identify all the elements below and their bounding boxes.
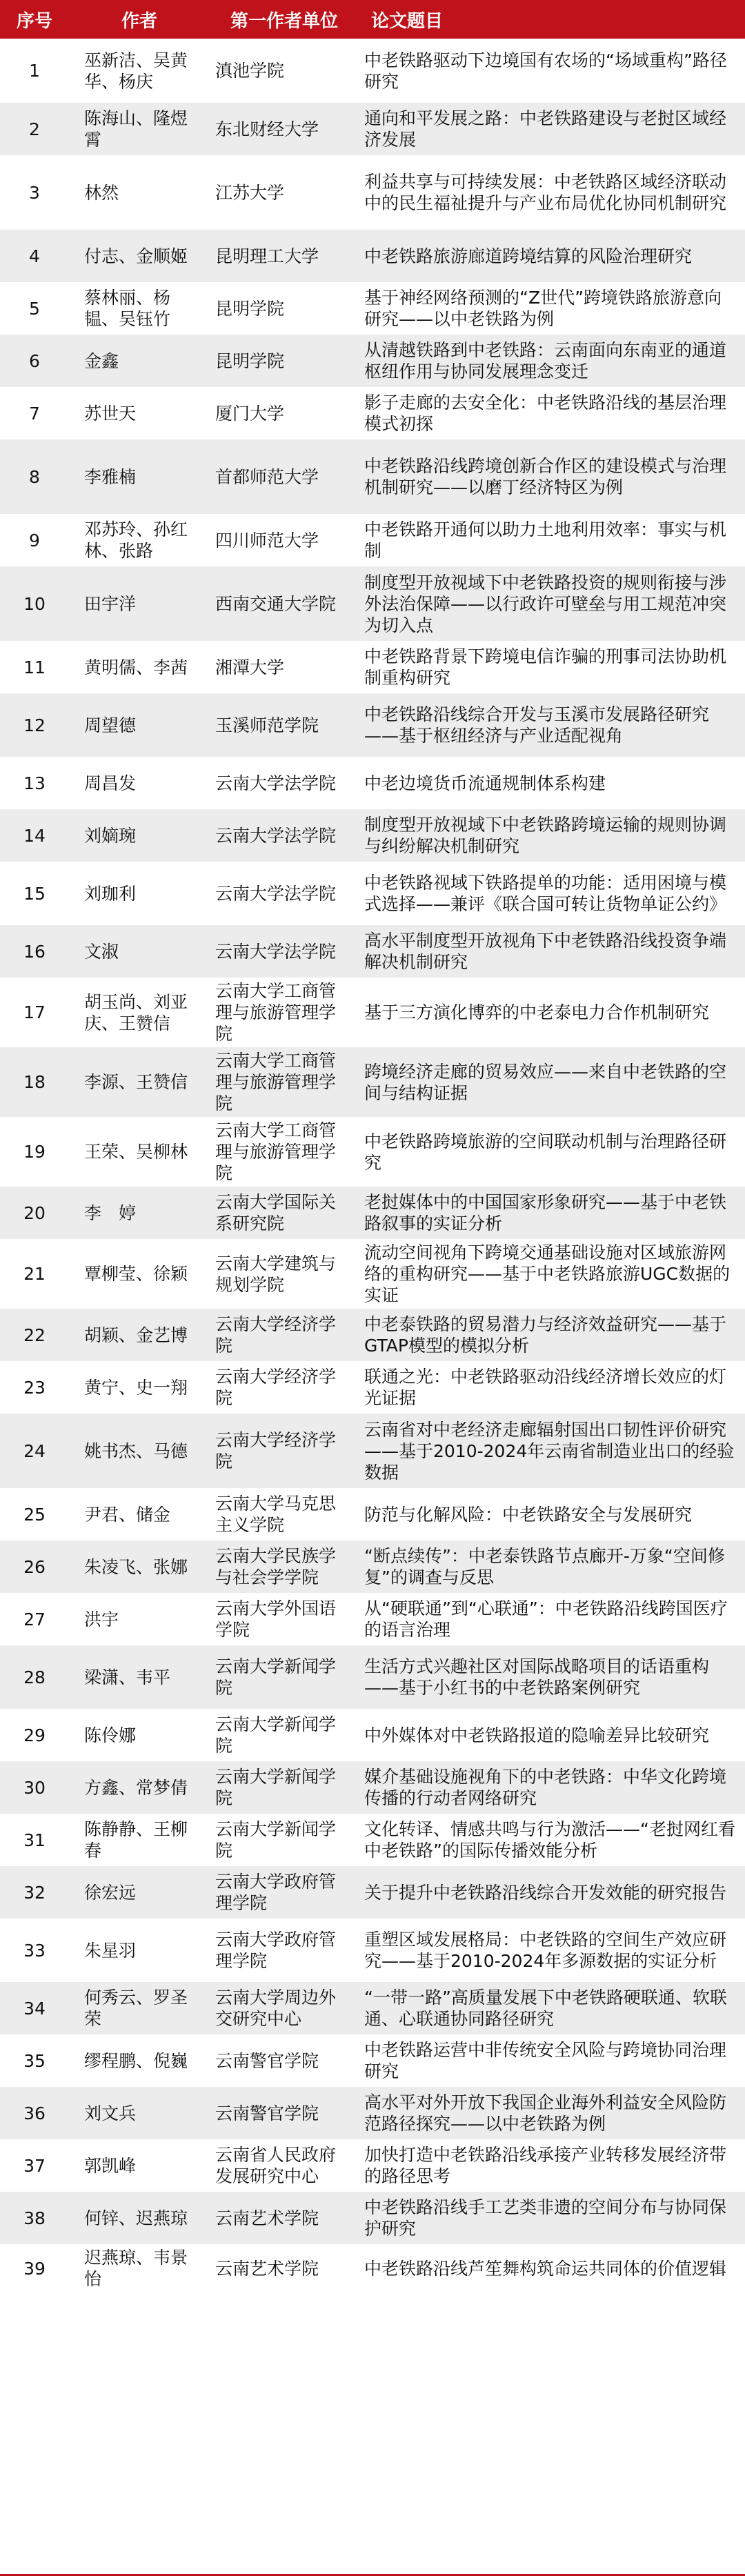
cell-title: 中老铁路视域下铁路提单的功能：适用困境与模式选择——兼评《联合国可转让货物单证公约》 [359, 862, 745, 925]
table-row [0, 514, 745, 566]
cell-title: 云南省对中老经济走廊辐射国出口韧性评价研究——基于2010-2024年云南省制造业出口的经验数据 [359, 1414, 745, 1488]
cell-title: 老挝媒体中的中国国家形象研究——基于中老铁路叙事的实证分析 [359, 1187, 745, 1239]
cell-unit: 云南大学新闻学院 [210, 1645, 359, 1709]
cell-num: 25 [0, 1488, 69, 1540]
cell-author: 刘嫡琬 [69, 809, 210, 862]
cell-num: 4 [0, 230, 69, 282]
cell-unit: 湘潭大学 [210, 641, 359, 693]
table-row [0, 230, 745, 282]
cell-author: 何秀云、罗圣荣 [69, 1982, 210, 2034]
table-row [0, 2034, 745, 2087]
table-row [0, 39, 745, 103]
cell-unit: 云南大学建筑与规划学院 [210, 1239, 359, 1309]
cell-author: 文淑 [69, 925, 210, 978]
cell-num: 23 [0, 1361, 69, 1414]
cell-unit: 云南大学国际关系研究院 [210, 1187, 359, 1239]
table-row [0, 1982, 745, 2034]
table-row [0, 566, 745, 641]
cell-num: 29 [0, 1709, 69, 1761]
cell-num: 35 [0, 2034, 69, 2087]
cell-title: 文化转译、情感共鸣与行为激活——“老挝网红看中老铁路”的国际传播效能分析 [359, 1814, 745, 1866]
table-row [0, 2087, 745, 2139]
cell-num: 22 [0, 1309, 69, 1361]
cell-author: 林然 [69, 155, 210, 230]
header-author: 作者 [69, 0, 210, 39]
table-row [0, 1866, 745, 1919]
table-body [0, 39, 745, 2292]
header-title: 论文题目 [359, 0, 745, 39]
header-row [0, 0, 745, 39]
cell-author: 陈静静、王柳春 [69, 1814, 210, 1866]
cell-unit: 云南大学民族学与社会学学院 [210, 1540, 359, 1593]
cell-unit: 厦门大学 [210, 387, 359, 439]
table-row [0, 2244, 745, 2292]
cell-num: 28 [0, 1645, 69, 1709]
cell-num: 39 [0, 2244, 69, 2292]
table-row [0, 1361, 745, 1414]
cell-num: 16 [0, 925, 69, 978]
cell-num: 9 [0, 514, 69, 566]
cell-title: 制度型开放视域下中老铁路投资的规则衔接与涉外法治保障——以行政许可壁垒与用工规范冲突为切入点 [359, 566, 745, 641]
cell-title: 关于提升中老铁路沿线综合开发效能的研究报告 [359, 1866, 745, 1919]
cell-num: 11 [0, 641, 69, 693]
cell-author: 徐宏远 [69, 1866, 210, 1919]
cell-author: 田宇洋 [69, 566, 210, 641]
cell-title: 防范与化解风险：中老铁路安全与发展研究 [359, 1488, 745, 1540]
cell-num: 6 [0, 335, 69, 387]
header-unit: 第一作者单位 [210, 0, 359, 39]
cell-title: “断点续传”：中老泰铁路节点廊开-万象“空间修复”的调查与反思 [359, 1540, 745, 1593]
cell-author: 胡玉尚、刘亚庆、王赞信 [69, 978, 210, 1047]
table-row [0, 1814, 745, 1866]
cell-title: 中老泰铁路的贸易潜力与经济效益研究——基于GTAP模型的模拟分析 [359, 1309, 745, 1361]
cell-num: 32 [0, 1866, 69, 1919]
cell-unit: 云南大学马克思主义学院 [210, 1488, 359, 1540]
cell-author: 郭凯峰 [69, 2139, 210, 2192]
cell-author: 胡颖、金艺博 [69, 1309, 210, 1361]
cell-title: 影子走廊的去安全化：中老铁路沿线的基层治理模式初探 [359, 387, 745, 439]
cell-author: 刘文兵 [69, 2087, 210, 2139]
cell-unit: 云南警官学院 [210, 2034, 359, 2087]
cell-author: 梁潇、韦平 [69, 1645, 210, 1709]
cell-num: 34 [0, 1982, 69, 2034]
cell-num: 20 [0, 1187, 69, 1239]
cell-unit: 云南大学外国语学院 [210, 1593, 359, 1645]
cell-title: 生活方式兴趣社区对国际战略项目的话语重构——基于小红书的中老铁路案例研究 [359, 1645, 745, 1709]
table-row [0, 1047, 745, 1117]
cell-title: 从“硬联通”到“心联通”：中老铁路沿线跨国医疗的语言治理 [359, 1593, 745, 1645]
cell-unit: 云南大学工商管理与旅游管理学院 [210, 978, 359, 1047]
table-row [0, 387, 745, 439]
cell-num: 3 [0, 155, 69, 230]
cell-author: 苏世天 [69, 387, 210, 439]
cell-title: 联通之光：中老铁路驱动沿线经济增长效应的灯光证据 [359, 1361, 745, 1414]
cell-num: 8 [0, 439, 69, 514]
table-row [0, 693, 745, 757]
cell-num: 37 [0, 2139, 69, 2192]
cell-num: 15 [0, 862, 69, 925]
cell-author: 蔡林丽、杨韫、吴钰竹 [69, 282, 210, 335]
cell-title: 中老铁路沿线芦笙舞构筑命运共同体的价值逻辑 [359, 2244, 745, 2292]
cell-unit: 云南大学法学院 [210, 862, 359, 925]
cell-unit: 云南大学周边外交研究中心 [210, 1982, 359, 2034]
table-row [0, 335, 745, 387]
cell-author: 王荣、吴柳林 [69, 1117, 210, 1187]
cell-author: 朱凌飞、张娜 [69, 1540, 210, 1593]
cell-title: 从清越铁路到中老铁路：云南面向东南亚的通道枢纽作用与协同发展理念变迁 [359, 335, 745, 387]
cell-title: 制度型开放视域下中老铁路跨境运输的规则协调与纠纷解决机制研究 [359, 809, 745, 862]
cell-title: 中老铁路驱动下边境国有农场的“场域重构”路径研究 [359, 39, 745, 103]
cell-title: 中老铁路沿线跨境创新合作区的建设模式与治理机制研究——以磨丁经济特区为例 [359, 439, 745, 514]
cell-author: 洪宇 [69, 1593, 210, 1645]
cell-title: 中老铁路运营中非传统安全风险与跨境协同治理研究 [359, 2034, 745, 2087]
cell-unit: 昆明学院 [210, 282, 359, 335]
cell-num: 5 [0, 282, 69, 335]
cell-title: 中老边境货币流通规制体系构建 [359, 757, 745, 809]
cell-author: 迟燕琼、韦景怡 [69, 2244, 210, 2292]
cell-num: 31 [0, 1814, 69, 1866]
cell-num: 36 [0, 2087, 69, 2139]
cell-author: 刘珈利 [69, 862, 210, 925]
cell-title: 重塑区域发展格局：中老铁路的空间生产效应研究——基于2010-2024年多源数据的实证分析 [359, 1919, 745, 1982]
cell-title: 中老铁路沿线手工艺类非遗的空间分布与协同保护研究 [359, 2192, 745, 2244]
cell-num: 19 [0, 1117, 69, 1187]
table-row [0, 862, 745, 925]
cell-num: 1 [0, 39, 69, 103]
table-row [0, 1414, 745, 1488]
cell-num: 24 [0, 1414, 69, 1488]
table-row [0, 1761, 745, 1814]
cell-unit: 云南大学工商管理与旅游管理学院 [210, 1047, 359, 1117]
cell-author: 周望德 [69, 693, 210, 757]
cell-author: 李源、王赞信 [69, 1047, 210, 1117]
cell-num: 33 [0, 1919, 69, 1982]
cell-unit: 云南大学新闻学院 [210, 1814, 359, 1866]
cell-title: 高水平制度型开放视角下中老铁路沿线投资争端解决机制研究 [359, 925, 745, 978]
cell-unit: 云南大学政府管理学院 [210, 1866, 359, 1919]
cell-num: 2 [0, 103, 69, 155]
cell-unit: 云南大学新闻学院 [210, 1761, 359, 1814]
cell-author: 尹君、储金 [69, 1488, 210, 1540]
cell-num: 17 [0, 978, 69, 1047]
cell-title: 中老铁路背景下跨境电信诈骗的刑事司法协助机制重构研究 [359, 641, 745, 693]
table-row [0, 1709, 745, 1761]
cell-author: 巫新洁、吴黄华、杨庆 [69, 39, 210, 103]
cell-unit: 云南大学法学院 [210, 925, 359, 978]
cell-author: 黄明儒、李茜 [69, 641, 210, 693]
cell-author: 陈伶娜 [69, 1709, 210, 1761]
table-row [0, 1187, 745, 1239]
cell-author: 陈海山、隆煜霄 [69, 103, 210, 155]
cell-author: 方鑫、常梦倩 [69, 1761, 210, 1814]
cell-unit: 云南大学政府管理学院 [210, 1919, 359, 1982]
cell-num: 14 [0, 809, 69, 862]
cell-title: 中老铁路跨境旅游的空间联动机制与治理路径研究 [359, 1117, 745, 1187]
table-row [0, 2192, 745, 2244]
cell-title: 中外媒体对中老铁路报道的隐喻差异比较研究 [359, 1709, 745, 1761]
table-row [0, 809, 745, 862]
cell-title: 利益共享与可持续发展：中老铁路区域经济联动中的民生福祉提升与产业布局优化协同机制研究 [359, 155, 745, 230]
table-row [0, 2139, 745, 2192]
cell-unit: 云南大学新闻学院 [210, 1709, 359, 1761]
cell-unit: 昆明学院 [210, 335, 359, 387]
cell-unit: 云南省人民政府发展研究中心 [210, 2139, 359, 2192]
cell-author: 姚书杰、马德 [69, 1414, 210, 1488]
table-row [0, 925, 745, 978]
cell-num: 38 [0, 2192, 69, 2244]
table-row [0, 155, 745, 230]
cell-title: 媒介基础设施视角下的中老铁路：中华文化跨境传播的行动者网络研究 [359, 1761, 745, 1814]
cell-author: 缪程鹏、倪巍 [69, 2034, 210, 2087]
table-row [0, 439, 745, 514]
cell-unit: 江苏大学 [210, 155, 359, 230]
cell-unit: 玉溪师范学院 [210, 693, 359, 757]
cell-unit: 四川师范大学 [210, 514, 359, 566]
cell-title: “一带一路”高质量发展下中老铁路硬联通、软联通、心联通协同路径研究 [359, 1982, 745, 2034]
cell-unit: 云南大学法学院 [210, 809, 359, 862]
cell-num: 10 [0, 566, 69, 641]
cell-title: 跨境经济走廊的贸易效应——来自中老铁路的空间与结构证据 [359, 1047, 745, 1117]
cell-num: 26 [0, 1540, 69, 1593]
cell-author: 覃柳莹、徐颖 [69, 1239, 210, 1309]
cell-title: 中老铁路沿线综合开发与玉溪市发展路径研究——基于枢纽经济与产业适配视角 [359, 693, 745, 757]
cell-unit: 首都师范大学 [210, 439, 359, 514]
cell-unit: 云南大学工商管理与旅游管理学院 [210, 1117, 359, 1187]
table-row [0, 282, 745, 335]
cell-num: 7 [0, 387, 69, 439]
table-row [0, 757, 745, 809]
cell-unit: 滇池学院 [210, 39, 359, 103]
cell-unit: 云南大学法学院 [210, 757, 359, 809]
cell-author: 黄宁、史一翔 [69, 1361, 210, 1414]
cell-num: 13 [0, 757, 69, 809]
cell-author: 金鑫 [69, 335, 210, 387]
cell-unit: 西南交通大学院 [210, 566, 359, 641]
table-row [0, 1239, 745, 1309]
cell-title: 高水平对外开放下我国企业海外利益安全风险防范路径探究——以中老铁路为例 [359, 2087, 745, 2139]
cell-author: 周昌发 [69, 757, 210, 809]
table-row [0, 1309, 745, 1361]
cell-unit: 昆明理工大学 [210, 230, 359, 282]
cell-num: 18 [0, 1047, 69, 1117]
cell-unit: 云南大学经济学院 [210, 1309, 359, 1361]
cell-unit: 云南大学经济学院 [210, 1414, 359, 1488]
cell-title: 加快打造中老铁路沿线承接产业转移发展经济带的路径思考 [359, 2139, 745, 2192]
table-row [0, 1540, 745, 1593]
cell-num: 12 [0, 693, 69, 757]
cell-unit: 东北财经大学 [210, 103, 359, 155]
cell-unit: 云南大学经济学院 [210, 1361, 359, 1414]
table-row [0, 1593, 745, 1645]
cell-author: 李 婷 [69, 1187, 210, 1239]
cell-title: 通向和平发展之路：中老铁路建设与老挝区域经济发展 [359, 103, 745, 155]
cell-title: 流动空间视角下跨境交通基础设施对区域旅游网络的重构研究——基于中老铁路旅游UGC数据的实证 [359, 1239, 745, 1309]
table-row [0, 1645, 745, 1709]
cell-title: 基于神经网络预测的“Z世代”跨境铁路旅游意向研究——以中老铁路为例 [359, 282, 745, 335]
table-row [0, 1488, 745, 1540]
cell-author: 朱星羽 [69, 1919, 210, 1982]
cell-author: 何锌、迟燕琼 [69, 2192, 210, 2244]
cell-author: 付志、金顺姬 [69, 230, 210, 282]
cell-num: 21 [0, 1239, 69, 1309]
cell-unit: 云南警官学院 [210, 2087, 359, 2139]
cell-author: 邓苏玲、孙红林、张路 [69, 514, 210, 566]
cell-unit: 云南艺术学院 [210, 2192, 359, 2244]
table-row [0, 1919, 745, 1982]
cell-unit: 云南艺术学院 [210, 2244, 359, 2292]
cell-num: 30 [0, 1761, 69, 1814]
cell-author: 李雅楠 [69, 439, 210, 514]
header-num: 序号 [0, 0, 69, 39]
cell-title: 中老铁路开通何以助力土地利用效率：事实与机制 [359, 514, 745, 566]
cell-title: 基于三方演化博弈的中老泰电力合作机制研究 [359, 978, 745, 1047]
table-header [0, 0, 745, 39]
table-row [0, 978, 745, 1047]
cell-num: 27 [0, 1593, 69, 1645]
table-row [0, 1117, 745, 1187]
table-row [0, 103, 745, 155]
table-row [0, 641, 745, 693]
cell-title: 中老铁路旅游廊道跨境结算的风险治理研究 [359, 230, 745, 282]
